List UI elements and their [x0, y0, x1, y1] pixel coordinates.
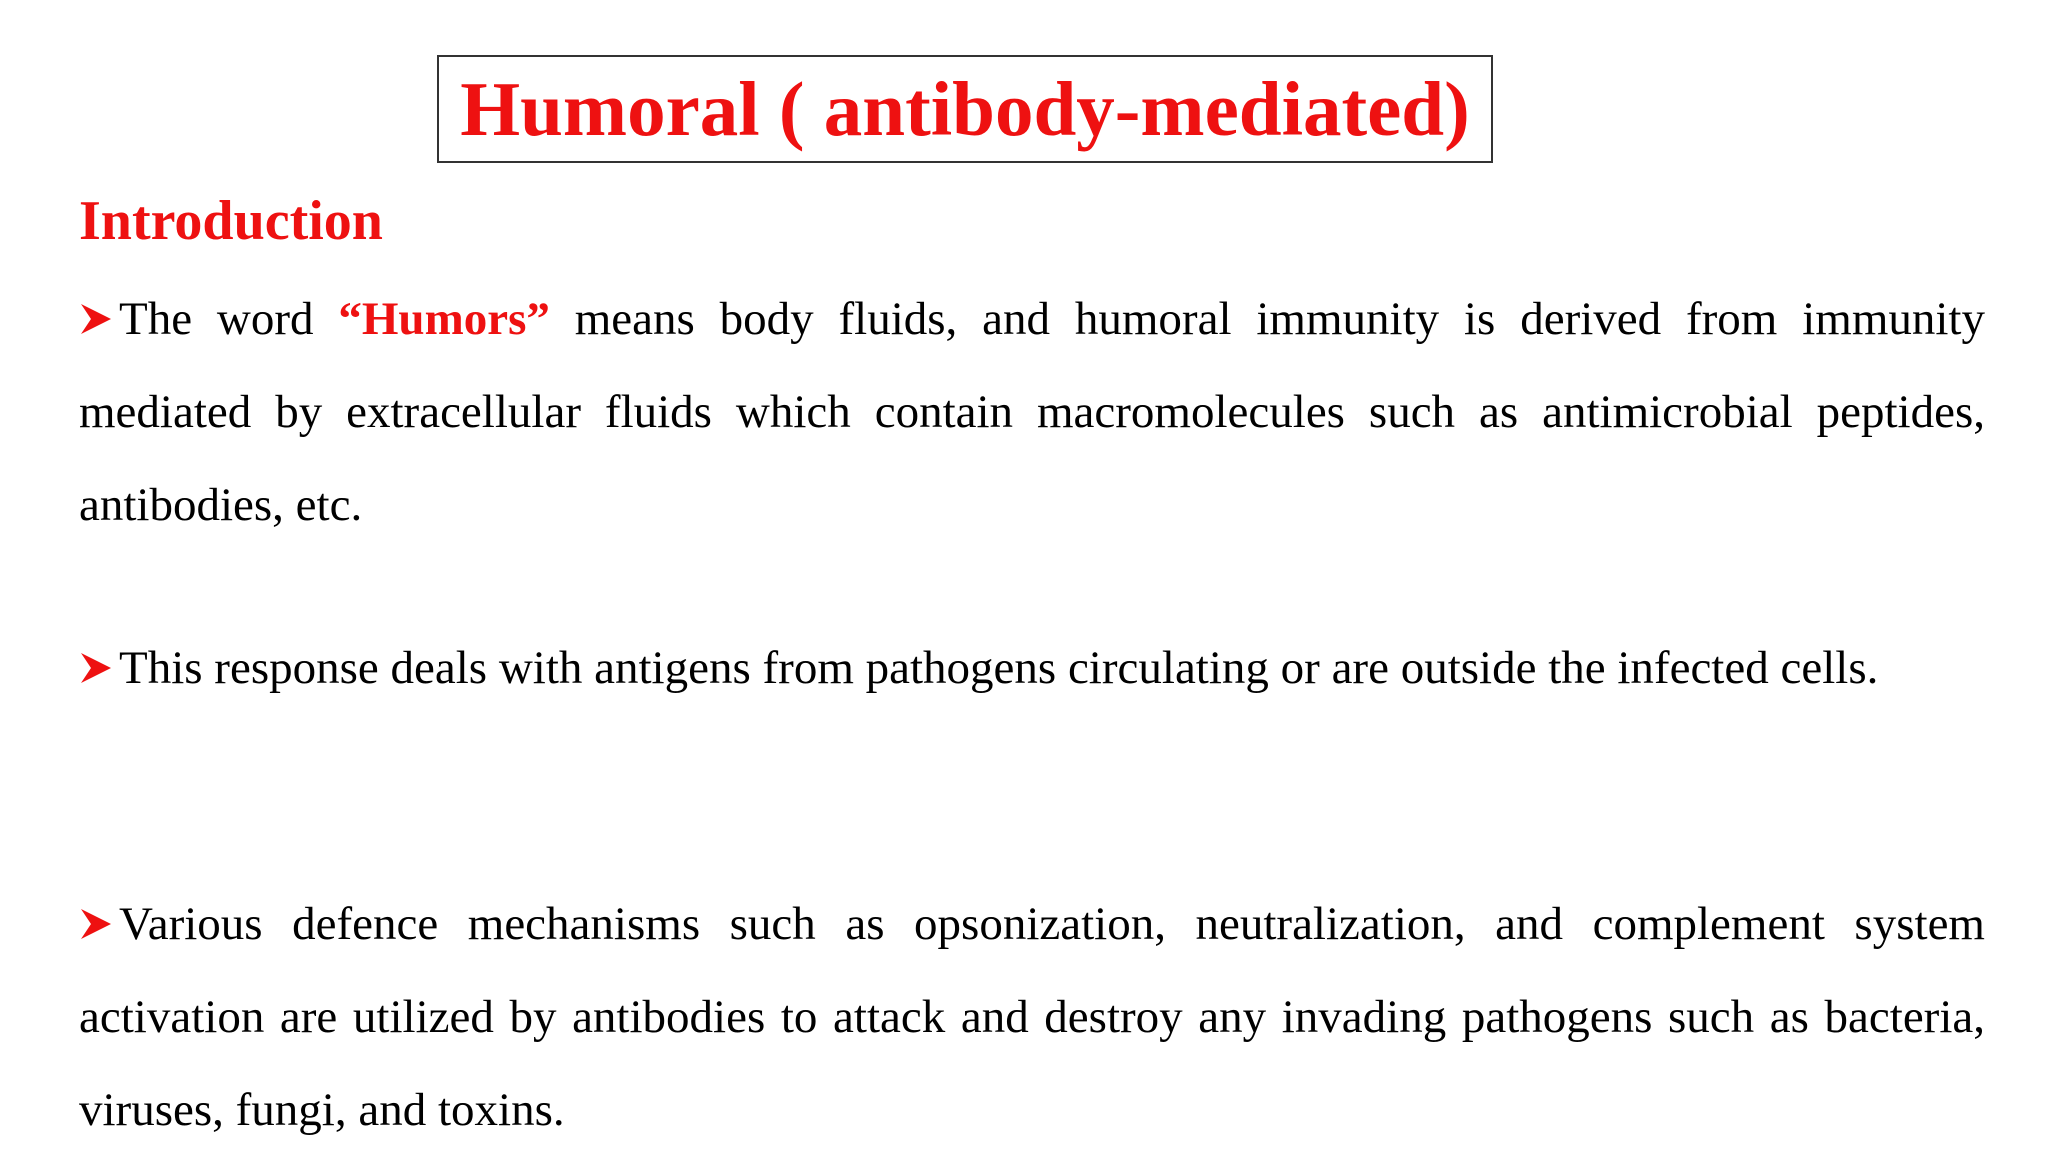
bullet-1-highlight: “Humors”	[338, 293, 550, 345]
bullet-point-2	[79, 622, 1985, 715]
bullet-point-3	[79, 878, 1985, 1157]
arrow-bullet-icon	[79, 905, 119, 939]
arrow-bullet-icon	[79, 300, 119, 334]
section-heading-introduction: Introduction	[79, 190, 383, 252]
bullet-1-text-before: The word	[119, 293, 339, 345]
slide-title: Humoral ( antibody-mediated)	[460, 65, 1470, 152]
title-box	[437, 55, 1493, 163]
bullet-3-text: Various defence mechanisms such as opsonization, neutralization, and complement system activation are utilized by antibodies to attack and destroy any invading pathogens such as bacteria, viruses, fungi, and toxins.	[79, 898, 1985, 1136]
bullet-point-1	[79, 273, 1985, 552]
bullet-2-text: This response deals with antigens from pathogens circulating or are outside the infected cells.	[119, 642, 1879, 694]
bullet-1-text-after: means body fluids, and humoral immunity is derived from immunity mediated by extracellular fluids which contain macromolecules such as antimicrobial peptides, antibodies, etc.	[79, 293, 1985, 531]
arrow-bullet-icon	[79, 649, 119, 683]
